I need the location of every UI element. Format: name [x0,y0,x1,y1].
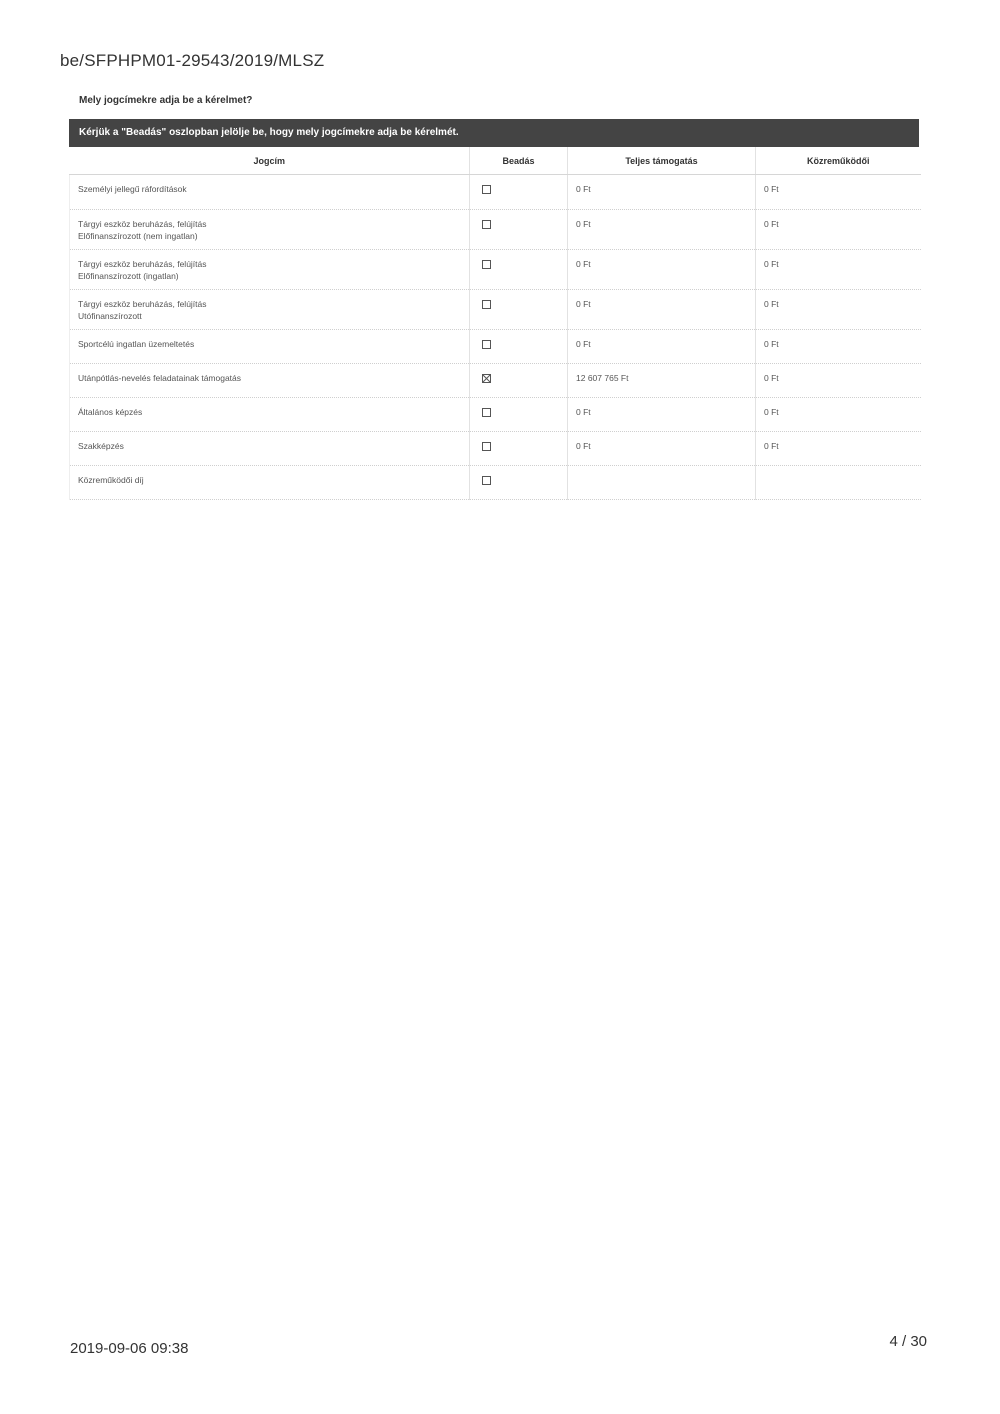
teljes-tamogatas-cell [568,466,756,500]
jogcim-cell [70,175,470,210]
kozremukodoi-cell: 0 Ft [756,364,921,398]
table-header-row [70,147,921,175]
jogcim-label: Tárgyi eszköz beruházás, felújítás [78,219,207,229]
beadas-cell [470,432,568,466]
kozremukodoi-cell: 0 Ft [756,250,921,290]
page-number: 4 / 30 [889,1333,927,1350]
footer-timestamp: 2019-09-06 09:38 [70,1340,189,1357]
jogcim-label: Közreműködői díj [78,475,144,485]
instruction-banner: Kérjük a "Beadás" oszlopban jelölje be, hogy mely jogcímekre adja be kérelmét. [69,119,919,147]
teljes-tamogatas-cell: 0 Ft [568,175,756,210]
jogcim-cell [70,290,470,330]
jogcim-label: Tárgyi eszköz beruházás, felújítás [78,259,207,269]
jogcim-sublabel: Utófinanszírozott [78,311,142,321]
jogcim-label: Tárgyi eszköz beruházás, felújítás [78,299,207,309]
beadas-cell [470,364,568,398]
beadas-cell [470,398,568,432]
jogcim-cell [70,210,470,250]
jogcim-sublabel: Előfinanszírozott (ingatlan) [78,271,179,281]
teljes-tamogatas-cell: 0 Ft [568,330,756,364]
section-question: Mely jogcímekre adja be a kérelmet? [79,95,253,106]
beadas-cell [470,250,568,290]
kozremukodoi-cell: 0 Ft [756,330,921,364]
beadas-checkbox[interactable] [482,442,491,451]
jogcim-cell [70,432,470,466]
jogcim-label: Személyi jellegű ráfordítások [78,184,187,194]
jogcim-cell [70,250,470,290]
header-teljes-tamogatas: Teljes támogatás [568,147,756,175]
beadas-cell [470,290,568,330]
table-row [70,432,921,466]
jogcim-cell [70,364,470,398]
jogcim-table [69,147,921,500]
jogcim-label: Szakképzés [78,441,124,451]
beadas-cell [470,330,568,364]
table-row [70,290,921,330]
kozremukodoi-cell: 0 Ft [756,290,921,330]
jogcim-label: Általános képzés [78,407,143,417]
table-row [70,330,921,364]
kozremukodoi-cell: 0 Ft [756,432,921,466]
beadas-cell [470,210,568,250]
jogcim-label: Sportcélú ingatlan üzemeltetés [78,339,195,349]
jogcim-cell [70,330,470,364]
teljes-tamogatas-cell: 12 607 765 Ft [568,364,756,398]
beadas-cell [470,175,568,210]
kozremukodoi-cell: 0 Ft [756,398,921,432]
table-row [70,210,921,250]
table-row [70,250,921,290]
jogcim-label: Utánpótlás-nevelés feladatainak támogatás [78,373,242,383]
beadas-checkbox[interactable] [482,408,491,417]
jogcim-cell [70,466,470,500]
beadas-checkbox[interactable] [482,476,491,485]
teljes-tamogatas-cell: 0 Ft [568,398,756,432]
teljes-tamogatas-cell: 0 Ft [568,432,756,466]
kozremukodoi-cell: 0 Ft [756,175,921,210]
header-beadas: Beadás [470,147,568,175]
beadas-checkbox[interactable] [482,220,491,229]
teljes-tamogatas-cell: 0 Ft [568,290,756,330]
jogcim-sublabel: Előfinanszírozott (nem ingatlan) [78,231,198,241]
beadas-checkbox[interactable] [482,260,491,269]
beadas-checkbox[interactable] [482,340,491,349]
beadas-checkbox[interactable] [482,185,491,194]
kozremukodoi-cell: 0 Ft [756,210,921,250]
jogcim-cell [70,398,470,432]
beadas-checkbox[interactable] [482,300,491,309]
header-jogcim: Jogcím [70,147,470,175]
table-row [70,175,921,210]
header-kozremukodoi: Közreműködői [756,147,921,175]
beadas-checkbox-checked[interactable] [482,374,491,383]
document-id: be/SFPHPM01-29543/2019/MLSZ [60,51,325,70]
kozremukodoi-cell [756,466,921,500]
teljes-tamogatas-cell: 0 Ft [568,210,756,250]
table-row [70,398,921,432]
table-row [70,364,921,398]
beadas-cell [470,466,568,500]
teljes-tamogatas-cell: 0 Ft [568,250,756,290]
table-row [70,466,921,500]
